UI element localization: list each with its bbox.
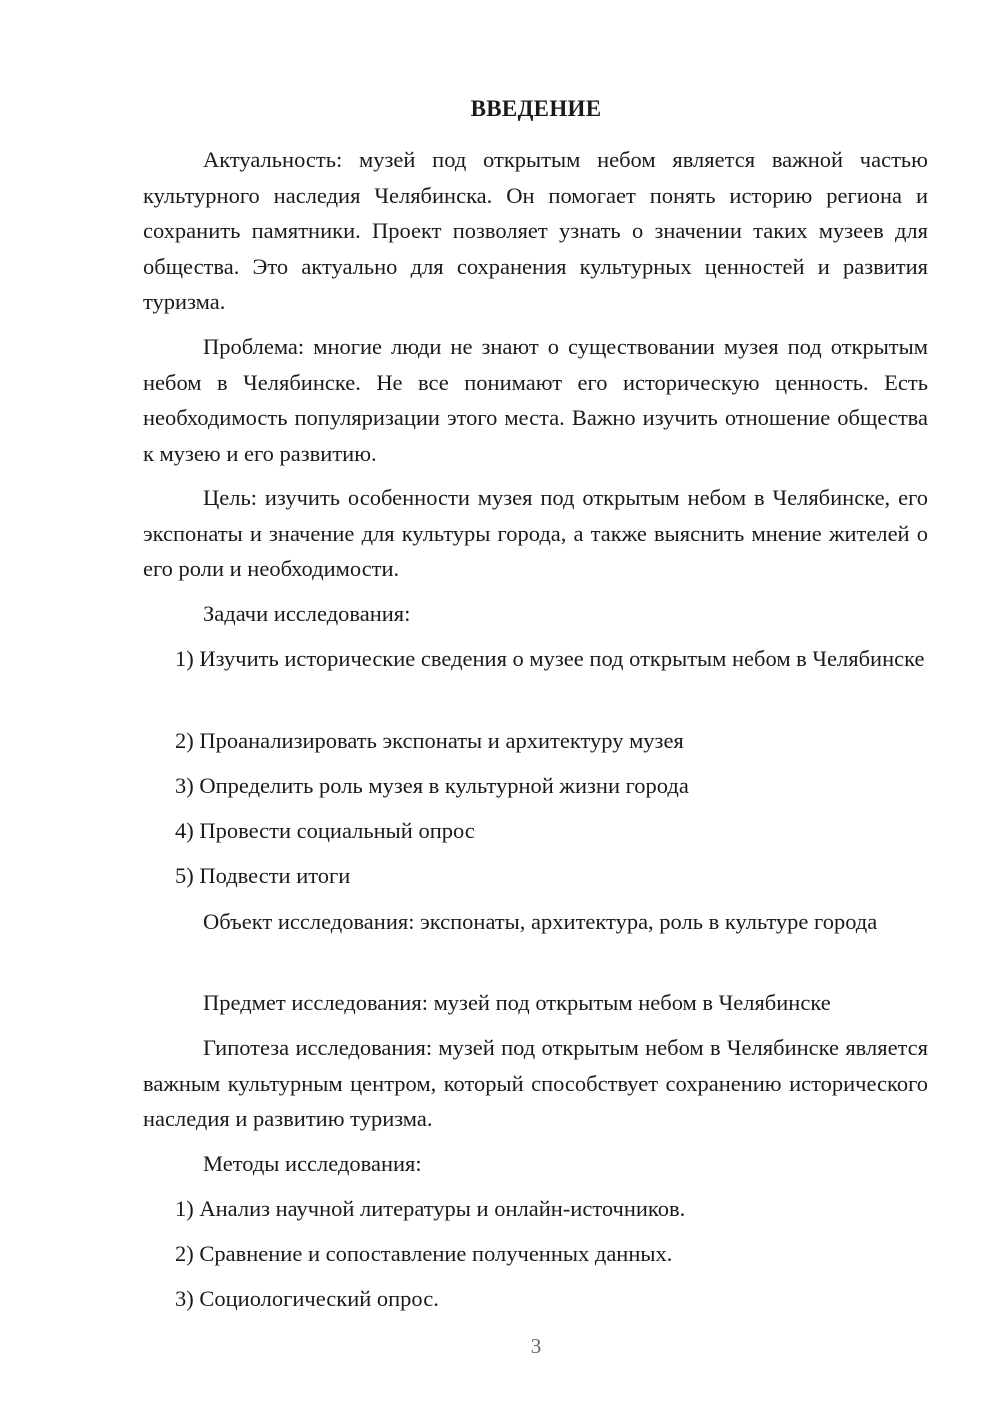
list-item: 4) Провести социальный опрос	[175, 818, 475, 843]
problem-text: Проблема: многие люди не знают о существовании музея под открытым небом в Челябинске. Не все понимают его историческую ценность. Есть необходимость популяризации этого места. Важно изучить отношение общества к музею и его развитию.	[143, 334, 928, 466]
subject-paragraph	[143, 985, 928, 1021]
hypothesis-paragraph	[143, 1030, 928, 1137]
list-item: 2) Сравнение и сопоставление полученных данных.	[175, 1241, 673, 1266]
goal-paragraph	[143, 480, 928, 587]
object-paragraph	[143, 904, 928, 940]
method-item-2-block	[143, 1236, 928, 1272]
subject-text: Предмет исследования: музей под открытым небом в Челябинске	[203, 990, 831, 1015]
section-title: ВВЕДЕНИЕ	[470, 96, 602, 121]
task-item-4-block	[143, 813, 928, 849]
list-item: 3) Социологический опрос.	[175, 1286, 439, 1311]
task-item-1-block	[143, 641, 928, 677]
method-item-1-block	[143, 1191, 928, 1227]
object-text: Объект исследования: экспонаты, архитектура, роль в культуре города	[203, 909, 878, 934]
task-item-2-block	[143, 723, 928, 759]
list-item: 5) Подвести итоги	[175, 863, 351, 888]
list-item: 2) Проанализировать экспонаты и архитектуру музея	[175, 728, 684, 753]
method-item-3-block	[143, 1281, 928, 1317]
list-item: 1) Изучить исторические сведения о музее под открытым небом в Челябинске	[175, 646, 925, 671]
tasks-heading-block	[143, 596, 928, 632]
problem-paragraph	[143, 329, 928, 471]
list-item: 3) Определить роль музея в культурной жизни города	[175, 773, 689, 798]
relevance-paragraph	[143, 142, 928, 320]
goal-text: Цель: изучить особенности музея под открытым небом в Челябинске, его экспонаты и значение для культуры города, а также выяснить мнение жителей о его роли и необходимости.	[143, 485, 928, 581]
hypothesis-text: Гипотеза исследования: музей под открытым небом в Челябинске является важным культурным центром, который способствует сохранению исторического наследия и развитию туризма.	[143, 1035, 928, 1131]
list-item: 1) Анализ научной литературы и онлайн-источников.	[175, 1196, 686, 1221]
methods-heading-block	[143, 1146, 928, 1182]
methods-heading: Методы исследования:	[203, 1151, 422, 1176]
task-item-3-block	[143, 768, 928, 804]
tasks-heading: Задачи исследования:	[203, 601, 411, 626]
page-number: 3	[530, 1334, 542, 1358]
relevance-text: Актуальность: музей под открытым небом является важной частью культурного наследия Челябинска. Он помогает понять историю региона и сохранить памятники. Проект позволяет узнать о значении таких музеев для общества. Это актуально для сохранения культурных ценностей и развития туризма.	[143, 147, 928, 314]
task-item-5-block	[143, 858, 928, 894]
